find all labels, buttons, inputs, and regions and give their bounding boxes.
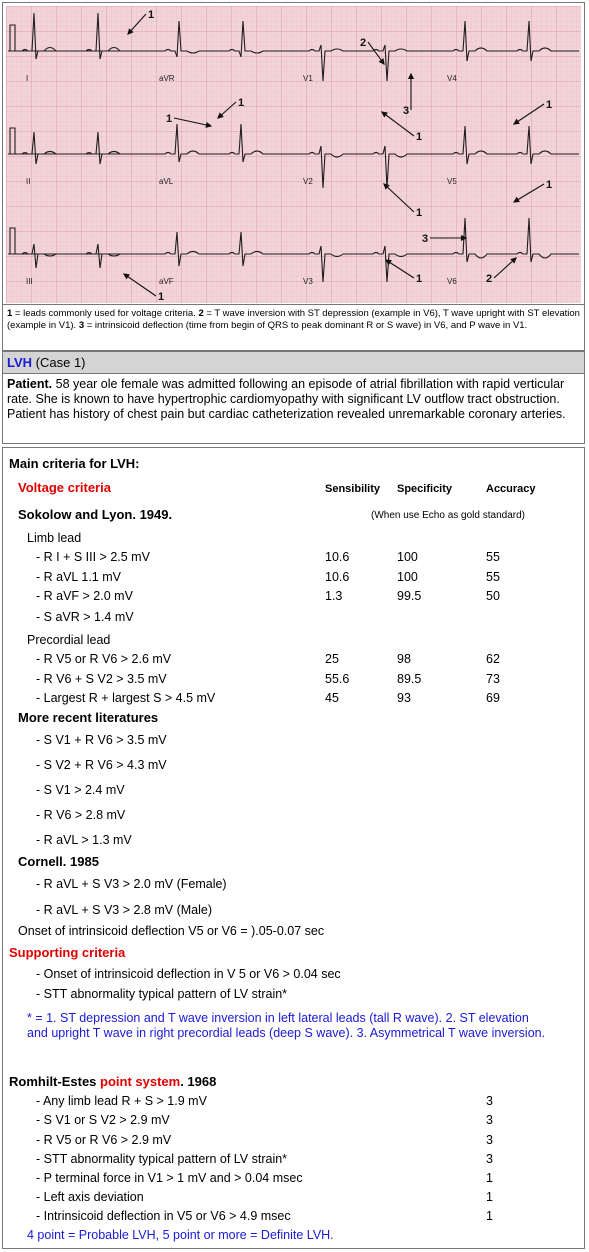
lead-label: V5 bbox=[447, 177, 457, 186]
annotation-number: 1 bbox=[166, 113, 173, 125]
col-accuracy: Accuracy bbox=[486, 483, 536, 495]
romhilt-row-text: - S V1 or S V2 > 2.9 mV bbox=[36, 1113, 170, 1127]
limb-row-acc: 50 bbox=[486, 589, 500, 603]
patient-description bbox=[2, 374, 585, 444]
lead-label: aVF bbox=[159, 277, 174, 286]
annotation-number: 1 bbox=[546, 179, 553, 191]
cornell-title: Cornell. 1985 bbox=[18, 854, 99, 869]
precordial-row-spec: 89.5 bbox=[397, 672, 422, 686]
footnote-line-2: and upright T wave in right precordial leads (deep S wave). 3. Asymmetrical T wave inversion. bbox=[27, 1026, 546, 1040]
criteria-panel bbox=[2, 447, 585, 1249]
cornell-row: - R aVL + S V3 > 2.0 mV (Female) bbox=[36, 877, 227, 891]
lead-label: V1 bbox=[303, 74, 313, 83]
lead-label: aVR bbox=[159, 74, 175, 83]
caption-num-2: 2 bbox=[198, 308, 204, 319]
onset-line: Onset of intrinsicoid deflection V5 or V6 = ).05-0.07 sec bbox=[18, 924, 325, 938]
lead-label: aVL bbox=[159, 177, 174, 186]
lead-label: V3 bbox=[303, 277, 313, 286]
precordial-row-spec: 93 bbox=[397, 691, 411, 705]
annotation-number: 2 bbox=[486, 273, 493, 285]
sokolow-title: Sokolow and Lyon. 1949. bbox=[18, 507, 173, 522]
romhilt-title-a: Romhilt-Estes bbox=[9, 1074, 101, 1089]
precordial-row-text: - R V5 or R V6 > 2.6 mV bbox=[36, 652, 172, 666]
limb-row-spec: 99.5 bbox=[397, 589, 422, 603]
annotation-number: 1 bbox=[148, 9, 155, 21]
limb-lead-label: Limb lead bbox=[27, 531, 82, 545]
romhilt-row-points: 3 bbox=[486, 1113, 493, 1127]
footnote-line-1: * = 1. ST depression and T wave inversion in left lateral leads (tall R wave). 2. ST elevation bbox=[27, 1011, 529, 1025]
limb-row-spec: 100 bbox=[397, 550, 418, 564]
recent-row: - R aVL > 1.3 mV bbox=[36, 833, 132, 847]
precordial-row-sens: 55.6 bbox=[325, 672, 350, 686]
case-header bbox=[2, 351, 585, 374]
limb-row-spec: 100 bbox=[397, 570, 418, 584]
ecg-tracing bbox=[6, 6, 581, 303]
patient-label: Patient. bbox=[7, 377, 53, 391]
recent-row: - S V1 > 2.4 mV bbox=[36, 783, 125, 797]
lead-label: II bbox=[26, 177, 31, 186]
precordial-row-acc: 62 bbox=[486, 652, 500, 666]
precordial-row-sens: 25 bbox=[325, 652, 339, 666]
cornell-row: - R aVL + S V3 > 2.8 mV (Male) bbox=[36, 903, 212, 917]
limb-row-sens: 10.6 bbox=[325, 550, 350, 564]
romhilt-row-text: - R V5 or R V6 > 2.9 mV bbox=[36, 1133, 172, 1147]
point-conclusion: 4 point = Probable LVH, 5 point or more = Definite LVH. bbox=[27, 1228, 334, 1242]
annotation-number: 1 bbox=[416, 273, 423, 285]
romhilt-title-c: . 1968 bbox=[180, 1074, 217, 1089]
voltage-criteria-title: Voltage criteria bbox=[18, 480, 111, 495]
recent-row: - S V2 + R V6 > 4.3 mV bbox=[36, 758, 167, 772]
romhilt-title bbox=[9, 1074, 216, 1089]
figure-caption bbox=[2, 305, 585, 351]
limb-row-text: - S aVR > 1.4 mV bbox=[36, 610, 134, 624]
romhilt-row-points: 3 bbox=[486, 1152, 493, 1166]
caption-text-2: = T wave inversion with ST depression (example in V6), T wave upright with ST elevation (example in V1). bbox=[7, 308, 580, 331]
supporting-row: - STT abnormality typical pattern of LV strain* bbox=[36, 987, 288, 1001]
case-title: LVH bbox=[7, 355, 33, 370]
limb-row-acc: 55 bbox=[486, 570, 500, 584]
romhilt-row-points: 3 bbox=[486, 1094, 493, 1108]
limb-row-text: - R aVF > 2.0 mV bbox=[36, 589, 133, 603]
recent-row: - S V1 + R V6 > 3.5 mV bbox=[36, 733, 167, 747]
romhilt-title-b: point system bbox=[100, 1074, 181, 1089]
caption-num-3: 3 bbox=[78, 320, 85, 331]
case-subtitle: (Case 1) bbox=[32, 355, 86, 370]
limb-row-acc: 55 bbox=[486, 550, 500, 564]
precordial-row-text: - R V6 + S V2 > 3.5 mV bbox=[36, 672, 167, 686]
caption-text-1: = leads commonly used for voltage criteria. bbox=[12, 308, 199, 319]
annotation-number: 1 bbox=[238, 97, 245, 109]
romhilt-row-text: - Left axis deviation bbox=[36, 1190, 144, 1204]
romhilt-row-text: - STT abnormality typical pattern of LV strain* bbox=[36, 1152, 288, 1166]
annotation-number: 1 bbox=[416, 131, 423, 143]
romhilt-row-points: 1 bbox=[486, 1190, 493, 1204]
limb-row-sens: 10.6 bbox=[325, 570, 350, 584]
lead-label: I bbox=[26, 74, 29, 83]
romhilt-row-text: - Any limb lead R + S > 1.9 mV bbox=[36, 1094, 207, 1108]
col-sensibility: Sensibility bbox=[325, 483, 381, 495]
ecg-image bbox=[2, 2, 585, 305]
col-specificity: Specificity bbox=[397, 483, 453, 495]
romhilt-row-points: 3 bbox=[486, 1133, 493, 1147]
annotation-number: 3 bbox=[403, 105, 410, 117]
annotation-number: 1 bbox=[158, 291, 165, 303]
recent-row: - R V6 > 2.8 mV bbox=[36, 808, 126, 822]
caption-text-3: = intrinsicoid deflection (time from begin of QRS to peak dominant R or S wave) in V6, and P wave in V1. bbox=[84, 320, 528, 331]
annotation-number: 1 bbox=[416, 207, 423, 219]
supporting-criteria-title: Supporting criteria bbox=[9, 945, 126, 960]
lead-label: V2 bbox=[303, 177, 313, 186]
romhilt-row-text: - P terminal force in V1 > 1 mV and > 0.04 msec bbox=[36, 1171, 303, 1185]
precordial-row-text: - Largest R + largest S > 4.5 mV bbox=[36, 691, 216, 705]
annotation-number: 3 bbox=[422, 233, 429, 245]
patient-text: 58 year ole female was admitted following an episode of atrial fibrillation with rapid verticular rate. She is known to have hypertrophic cardiomyopathy with significant LV outflow tract obstruction. Patient has history of chest pain but cardiac catheterization revealed unremarkable coronary arteries. bbox=[7, 377, 566, 421]
precordial-row-acc: 69 bbox=[486, 691, 500, 705]
lead-label: V6 bbox=[447, 277, 457, 286]
precordial-row-spec: 98 bbox=[397, 652, 411, 666]
lead-label: III bbox=[26, 277, 33, 286]
precordial-row-sens: 45 bbox=[325, 691, 339, 705]
main-criteria-title: Main criteria for LVH: bbox=[9, 456, 140, 471]
romhilt-row-points: 1 bbox=[486, 1209, 493, 1223]
romhilt-row-text: - Intrinsicoid deflection in V5 or V6 > 4.9 msec bbox=[36, 1209, 291, 1223]
annotation-number: 2 bbox=[360, 37, 367, 49]
gold-standard-note: (When use Echo as gold standard) bbox=[371, 510, 525, 521]
lead-label: V4 bbox=[447, 74, 457, 83]
limb-row-text: - R aVL 1.1 mV bbox=[36, 570, 121, 584]
annotation-number: 1 bbox=[546, 99, 553, 111]
caption-num-1: 1 bbox=[7, 308, 13, 319]
limb-row-text: - R I + S III > 2.5 mV bbox=[36, 550, 150, 564]
recent-literatures-title: More recent literatures bbox=[18, 710, 159, 725]
precordial-row-acc: 73 bbox=[486, 672, 500, 686]
romhilt-row-points: 1 bbox=[486, 1171, 493, 1185]
limb-row-sens: 1.3 bbox=[325, 589, 343, 603]
precordial-lead-label: Precordial lead bbox=[27, 633, 111, 647]
supporting-row: - Onset of intrinsicoid deflection in V 5 or V6 > 0.04 sec bbox=[36, 967, 341, 981]
